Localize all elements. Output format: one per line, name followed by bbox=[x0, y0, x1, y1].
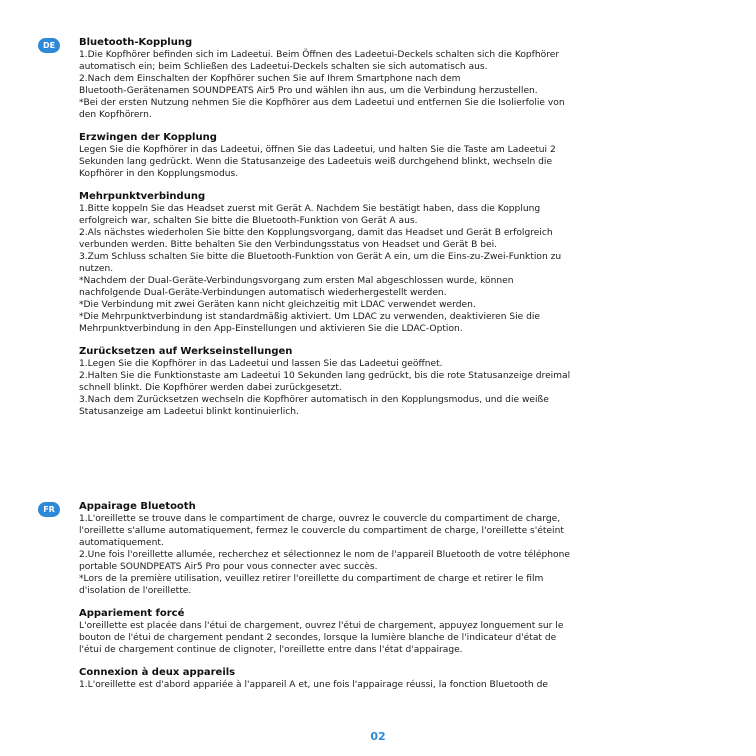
body-line: 1.Bitte koppeln Sie das Headset zuerst mit Gerät A. Nachdem Sie bestätigt haben, dass die Kopplung bbox=[79, 204, 541, 214]
section-title: Bluetooth-Kopplung bbox=[79, 37, 193, 48]
body-line: den Kopfhörern. bbox=[79, 110, 152, 120]
body-line: 2.Halten Sie die Funktionstaste am Ladeetui 10 Sekunden lang gedrückt, bis die rote Statusanzeige dreimal bbox=[79, 371, 571, 381]
fr-content bbox=[79, 501, 718, 691]
body-line: automatiquement. bbox=[79, 538, 164, 548]
body-line: 1.L'oreillette est d'abord appariée à l'appareil A et, une fois l'appairage réussi, la fonction Bluetooth de bbox=[79, 680, 548, 690]
fr-section bbox=[79, 667, 718, 691]
body-line: 2.Une fois l'oreillette allumée, recherchez et sélectionnez le nom de l'appareil Bluetooth de votre téléphone bbox=[79, 550, 570, 560]
body-line: automatisch ein; beim Schließen des Ladeetui-Deckels schalten sie sich automatisch aus. bbox=[79, 62, 488, 72]
section-title: Erzwingen der Kopplung bbox=[79, 132, 217, 143]
body-line: Sekunden lang gedrückt. Wenn die Statusanzeige des Ladeetuis weiß durchgehend blinkt, wechseln die bbox=[79, 157, 553, 167]
body-line: nachfolgende Dual-Geräte-Verbindungen automatisch wiederhergestellt werden. bbox=[79, 288, 447, 298]
body-line: nutzen. bbox=[79, 264, 114, 274]
body-line: d'isolation de l'oreillette. bbox=[79, 586, 192, 596]
body-line: Mehrpunktverbindung in den App-Einstellungen und aktivieren Sie die LDAC-Option. bbox=[79, 324, 463, 334]
body-line: Bluetooth-Gerätenamen SOUNDPEATS Air5 Pro und wählen ihn aus, um die Verbindung herzustellen. bbox=[79, 86, 538, 96]
body-line: Kopfhörer in den Kopplungsmodus. bbox=[79, 169, 239, 179]
body-line: verbunden werden. Bitte behalten Sie den Verbindungsstatus von Headset und Gerät B bei. bbox=[79, 240, 498, 250]
fr-section bbox=[79, 501, 718, 597]
fr-block bbox=[38, 501, 718, 702]
body-line: portable SOUNDPEATS Air5 Pro pour vous connecter avec succès. bbox=[79, 562, 378, 572]
section-title: Appariement forcé bbox=[79, 608, 185, 619]
body-line: 1.L'oreillette se trouve dans le compartiment de charge, ouvrez le couvercle du compartiment de charge, bbox=[79, 514, 561, 524]
de-section bbox=[79, 37, 718, 121]
body-line: schnell blinkt. Die Kopfhörer werden dabei zurückgesetzt. bbox=[79, 383, 342, 393]
body-line: l'étui de chargement continue de clignoter, l'oreillette entre dans l'état d'appairage. bbox=[79, 645, 463, 655]
de-language-badge: DE bbox=[38, 38, 60, 53]
page-number: 02 bbox=[370, 730, 386, 743]
body-line: *Bei der ersten Nutzung nehmen Sie die Kopfhörer aus dem Ladeetui und entfernen Sie die Isolierfolie von bbox=[79, 98, 565, 108]
de-content bbox=[79, 37, 718, 418]
de-block bbox=[38, 37, 718, 429]
body-line: *Lors de la première utilisation, veuillez retirer l'oreillette du compartiment de charge et retirer le film bbox=[79, 574, 544, 584]
body-line: Statusanzeige am Ladeetui blinkt kontinuierlich. bbox=[79, 407, 299, 417]
de-section bbox=[79, 191, 718, 335]
body-line: L'oreillette est placée dans l'étui de chargement, ouvrez l'étui de chargement, appuyez longuement sur le bbox=[79, 621, 564, 631]
body-line: 3.Zum Schluss schalten Sie bitte die Bluetooth-Funktion von Gerät A ein, um die Eins-zu-Zwei-Funktion zu bbox=[79, 252, 562, 262]
body-line: l'oreillette s'allume automatiquement, fermez le couvercle du compartiment de charge, l'oreillette s'éteint bbox=[79, 526, 564, 536]
fr-language-badge: FR bbox=[38, 502, 60, 517]
body-line: erfolgreich war, schalten Sie bitte die Bluetooth-Funktion von Gerät A aus. bbox=[79, 216, 418, 226]
body-line: 1.Legen Sie die Kopfhörer in das Ladeetui und lassen Sie das Ladeetui geöffnet. bbox=[79, 359, 443, 369]
body-line: *Nachdem der Dual-Geräte-Verbindungsvorgang zum ersten Mal abgeschlossen wurde, können bbox=[79, 276, 514, 286]
body-line: 3.Nach dem Zurücksetzen wechseln die Kopfhörer automatisch in den Kopplungsmodus, und die weiße bbox=[79, 395, 549, 405]
body-line: 2.Als nächstes wiederholen Sie bitte den Kopplungsvorgang, damit das Headset und Gerät B erfolgreich bbox=[79, 228, 553, 238]
fr-section bbox=[79, 608, 718, 656]
body-line: *Die Mehrpunktverbindung ist standardmäßig aktiviert. Um LDAC zu verwenden, deaktivieren Sie die bbox=[79, 312, 541, 322]
section-title: Mehrpunktverbindung bbox=[79, 191, 206, 202]
section-title: Appairage Bluetooth bbox=[79, 501, 196, 512]
body-line: Legen Sie die Kopfhörer in das Ladeetui, öffnen Sie das Ladeetui, und halten Sie die Taste am Ladeetui 2 bbox=[79, 145, 556, 155]
body-line: bouton de l'étui de chargement pendant 2 secondes, lorsque la lumière blanche de l'indicateur d'état de bbox=[79, 633, 557, 643]
body-line: 2.Nach dem Einschalten der Kopfhörer suchen Sie auf Ihrem Smartphone nach dem bbox=[79, 74, 461, 84]
de-section bbox=[79, 132, 718, 180]
body-line: 1.Die Kopfhörer befinden sich im Ladeetui. Beim Öffnen des Ladeetui-Deckels schalten sich die Kopfhörer bbox=[79, 50, 560, 60]
section-title: Connexion à deux appareils bbox=[79, 667, 236, 678]
body-line: *Die Verbindung mit zwei Geräten kann nicht gleichzeitig mit LDAC verwendet werden. bbox=[79, 300, 476, 310]
de-section bbox=[79, 346, 718, 418]
section-title: Zurücksetzen auf Werkseinstellungen bbox=[79, 346, 293, 357]
